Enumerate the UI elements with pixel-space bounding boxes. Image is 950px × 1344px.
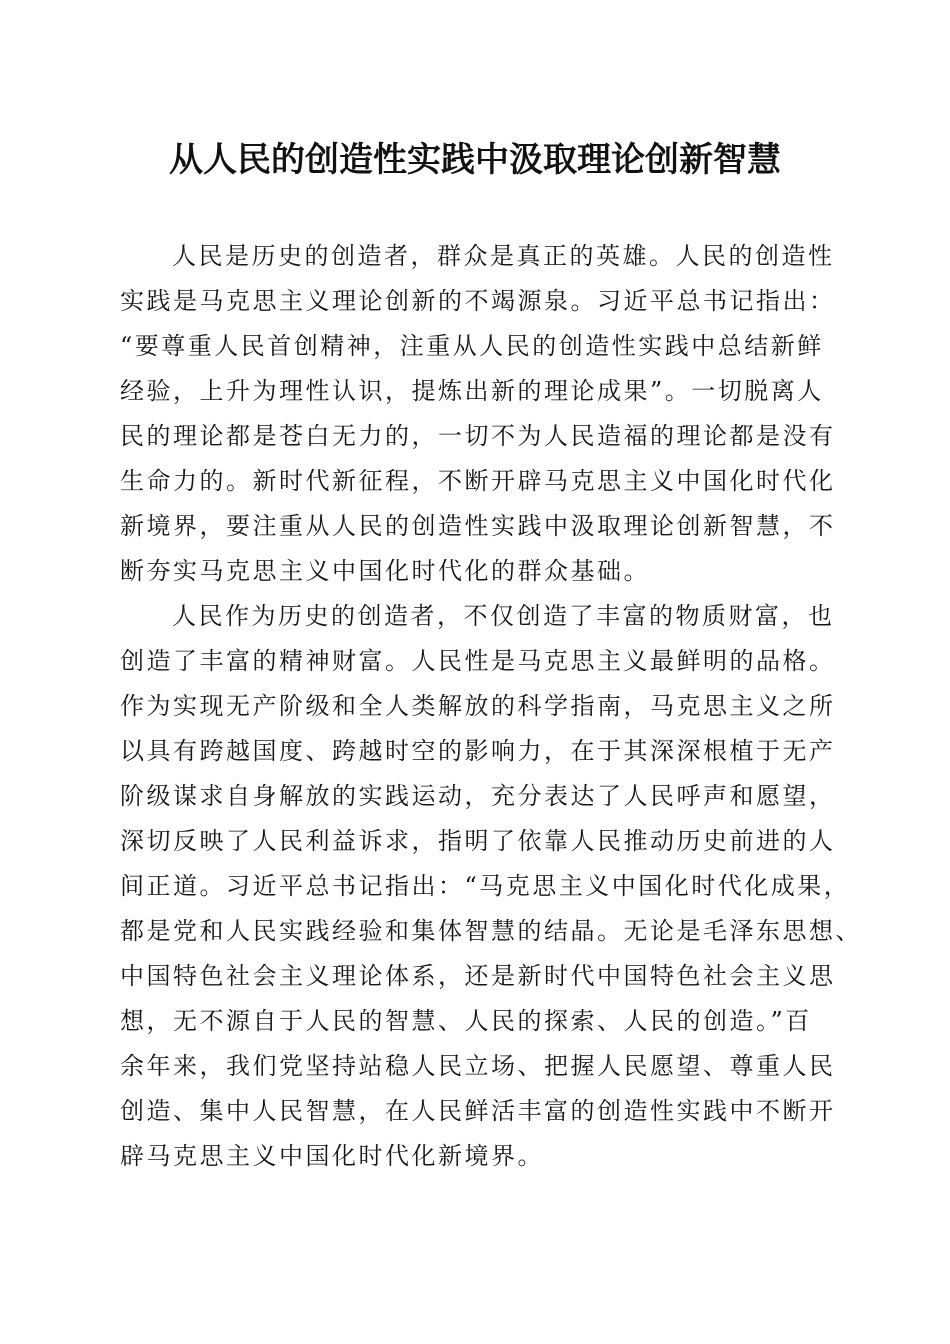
paragraph-1-line-7: 新境界，要注重从人民的创造性实践中汲取理论创新智慧，不 (120, 512, 836, 540)
paragraph-2-line-10: 想，无不源自于人民的智慧、人民的探索、人民的创造。”百 (120, 1007, 812, 1035)
paragraph-2-line-7: 间正道。习近平总书记指出：“马克思主义中国化时代化成果， (120, 872, 851, 900)
paragraph-2-line-4: 以具有跨越国度、跨越时空的影响力，在于其深深根植于无产 (120, 737, 836, 765)
paragraph-2-line-12: 创造、集中人民智慧，在人民鲜活丰富的创造性实践中不断开 (120, 1097, 836, 1125)
paragraph-1-line-8: 断夯实马克思主义中国化时代化的群众基础。 (120, 557, 650, 585)
paragraph-2-line-5: 阶级谋求自身解放的实践运动，充分表达了人民呼声和愿望， (120, 782, 836, 810)
paragraph-2-line-1: 人民作为历史的创造者，不仅创造了丰富的物质财富，也 (172, 602, 835, 630)
paragraph-1-line-5: 民的理论都是苍白无力的，一切不为人民造福的理论都是没有 (120, 422, 836, 450)
paragraph-1-line-4: 经验，上升为理性认识，提炼出新的理论成果”。一切脱离人 (120, 377, 824, 405)
document-body (120, 234, 862, 1179)
paragraph-2-line-13: 辟马克思主义中国化时代化新境界。 (120, 1142, 544, 1170)
paragraph-2-line-8: 都是党和人民实践经验和集体智慧的结晶。无论是毛泽东思想、 (120, 917, 862, 945)
paragraph-2-line-11: 余年来，我们党坚持站稳人民立场、把握人民愿望、尊重人民 (120, 1052, 836, 1080)
paragraph-1-line-3: “要尊重人民首创精神，注重从人民的创造性实践中总结新鲜 (120, 332, 824, 360)
paragraph-1-line-1: 人民是历史的创造者，群众是真正的英雄。人民的创造性 (172, 242, 835, 270)
paragraph-2-line-9: 中国特色社会主义理论体系，还是新时代中国特色社会主义思 (120, 962, 836, 990)
paragraph-2-line-6: 深切反映了人民利益诉求，指明了依靠人民推动历史前进的人 (120, 827, 836, 855)
paragraph-2-line-3: 作为实现无产阶级和全人类解放的科学指南，马克思主义之所 (120, 692, 836, 720)
paragraph-1-line-6: 生命力的。新时代新征程，不断开辟马克思主义中国化时代化 (120, 467, 836, 495)
document-title: 从人民的创造性实践中汲取理论创新智慧 (169, 140, 781, 180)
paragraph-1-line-2: 实践是马克思主义理论创新的不竭源泉。习近平总书记指出： (120, 287, 836, 315)
paragraph-2-line-2: 创造了丰富的精神财富。人民性是马克思主义最鲜明的品格。 (120, 647, 836, 675)
